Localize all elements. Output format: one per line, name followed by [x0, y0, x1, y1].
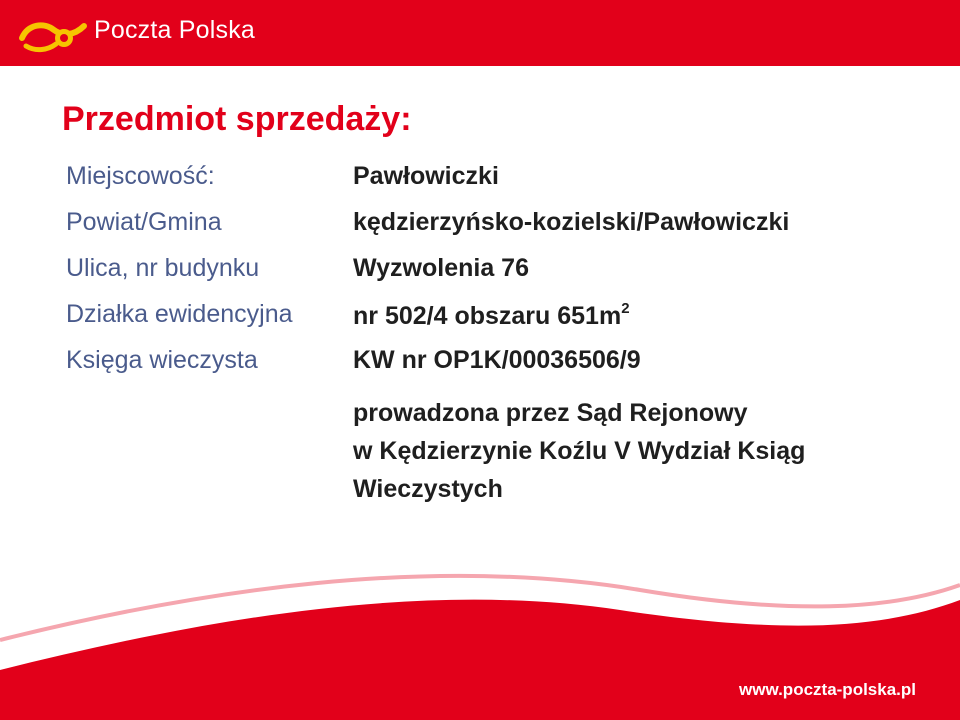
court-description — [353, 394, 913, 508]
row-label: Działka ewidencyjna — [66, 300, 293, 328]
row-value: KW nr OP1K/00036506/9 — [353, 346, 641, 374]
row-label: Miejscowość: — [66, 162, 215, 190]
page-title: Przedmiot sprzedaży: — [62, 100, 412, 138]
court-line: Wieczystych — [353, 475, 503, 503]
info-row-plot — [66, 300, 946, 340]
row-value: Pawłowiczki — [353, 162, 499, 190]
info-row-street — [66, 254, 946, 294]
court-line: w Kędzierzynie Koźlu V Wydział Ksiąg — [353, 437, 806, 465]
footer-wave — [0, 560, 960, 720]
posthorn-icon — [18, 8, 90, 56]
row-value: nr 502/4 obszaru 651m — [353, 302, 622, 330]
area-superscript: 2 — [621, 300, 630, 317]
row-value: Wyzwolenia 76 — [353, 254, 529, 282]
row-label: Ulica, nr budynku — [66, 254, 260, 282]
row-label: Powiat/Gmina — [66, 208, 222, 236]
info-row-town — [66, 162, 946, 202]
row-value: kędzierzyńsko-kozielski/Pawłowiczki — [353, 208, 790, 236]
brand-name: Poczta Polska — [94, 16, 256, 44]
info-row-county — [66, 208, 946, 248]
row-value-wrapper — [353, 300, 630, 331]
header-bar — [0, 0, 960, 66]
info-row-land-register — [66, 346, 946, 386]
court-line: prowadzona przez Sąd Rejonowy — [353, 399, 748, 427]
row-label: Księga wieczysta — [66, 346, 258, 374]
footer-website-link[interactable]: www.poczta-polska.pl — [739, 680, 916, 699]
